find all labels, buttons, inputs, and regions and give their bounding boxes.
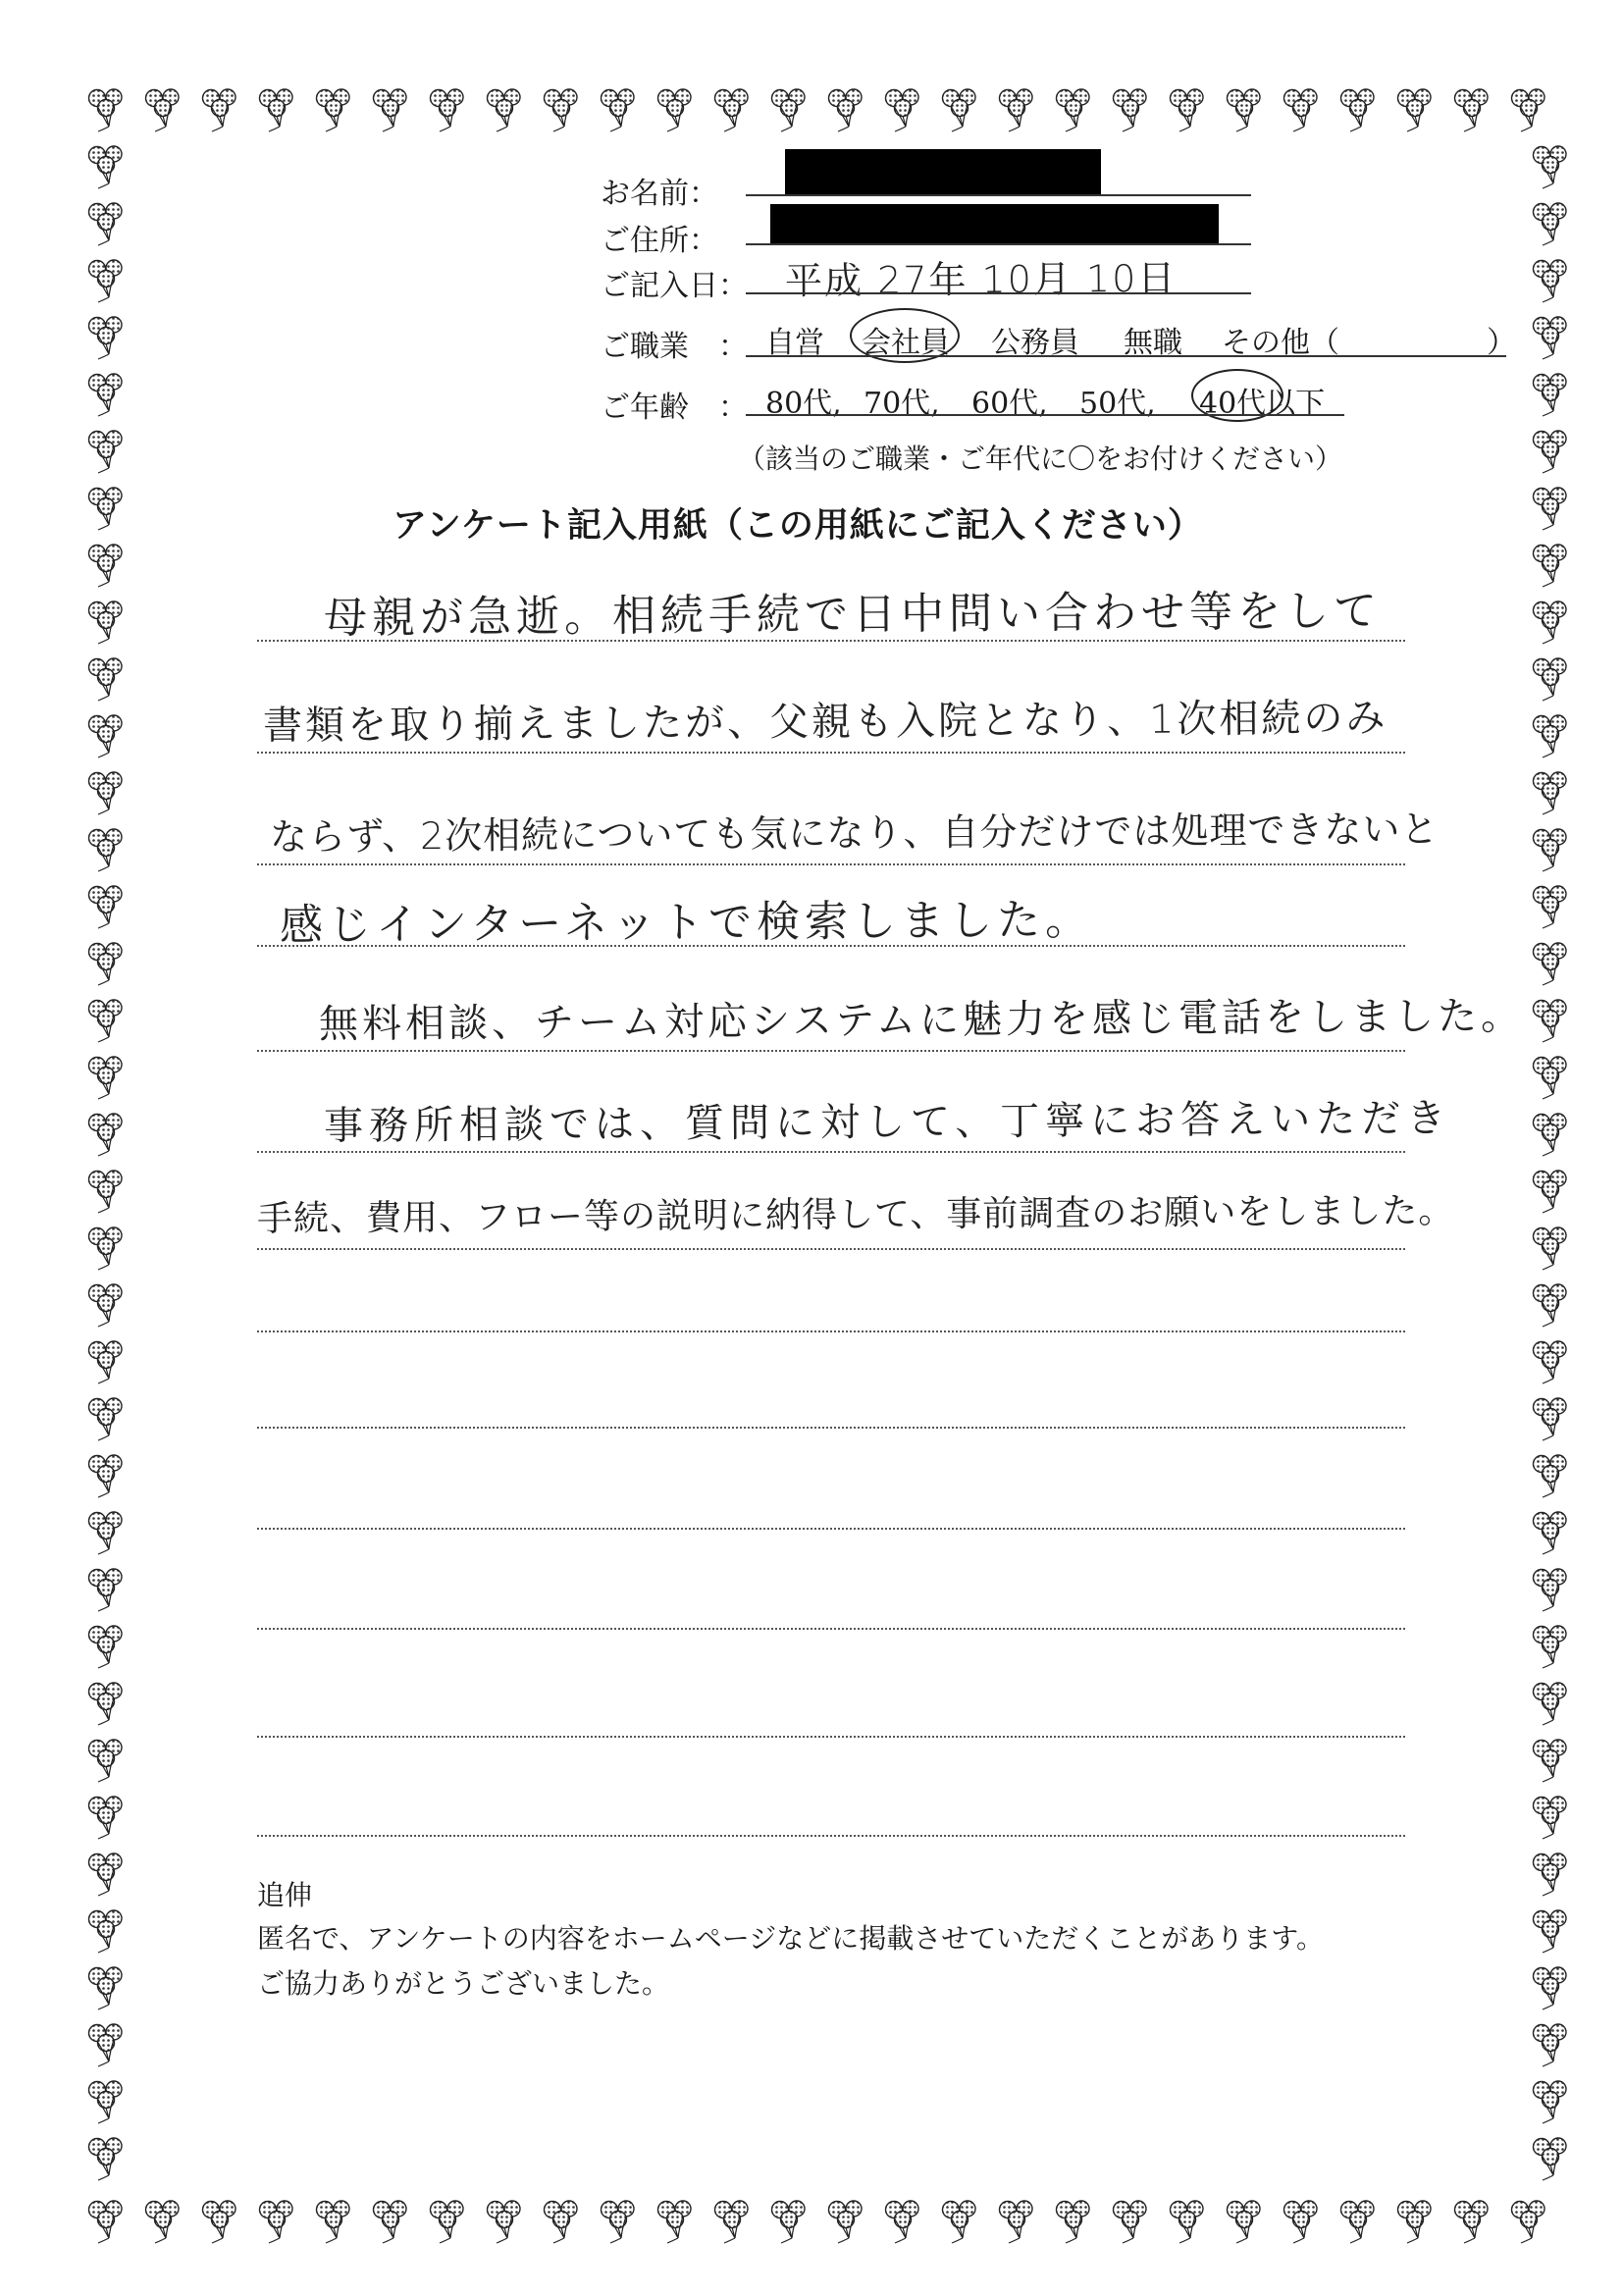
balloon-bunch-icon: [89, 1853, 123, 1896]
balloon-bunch-icon: [1284, 89, 1318, 131]
balloon-bunch-icon: [1057, 2201, 1090, 2243]
balloon-bunch-icon: [1398, 2201, 1432, 2243]
balloon-bunch-icon: [1534, 545, 1567, 587]
balloon-bunch-icon: [715, 89, 749, 131]
balloon-bunch-icon: [317, 2201, 350, 2243]
survey-answer-line: ならず、2次相続についても気になり、自分だけでは処理できないと: [269, 807, 1440, 860]
balloon-bunch-icon: [1534, 2024, 1567, 2066]
balloon-bunch-icon: [1512, 2201, 1545, 2243]
writing-line: [257, 1331, 1405, 1332]
name-label: お名前：: [601, 177, 718, 211]
balloon-bunch-icon: [89, 1455, 123, 1497]
balloon-bunch-icon: [203, 89, 236, 131]
balloon-bunch-icon: [89, 1284, 123, 1327]
balloon-bunch-icon: [1228, 89, 1261, 131]
writing-line: [257, 1835, 1405, 1837]
balloon-bunch-icon: [1534, 943, 1567, 985]
writing-line: [257, 1151, 1405, 1153]
balloon-bunch-icon: [1534, 1227, 1567, 1270]
writing-line: [257, 1248, 1405, 1250]
balloon-bunch-icon: [89, 1171, 123, 1213]
instruction-note: （該当のご職業・ご年代に〇をお付けください）: [738, 443, 1343, 475]
balloon-bunch-icon: [1228, 2201, 1261, 2243]
age-underline: [746, 414, 1344, 416]
balloon-bunch-icon: [89, 1000, 123, 1042]
balloon-bunch-icon: [1534, 1853, 1567, 1896]
writing-line: [257, 752, 1405, 754]
balloon-bunch-icon: [317, 89, 350, 131]
balloon-bunch-icon: [89, 1512, 123, 1554]
balloon-bunch-icon: [1341, 89, 1375, 131]
balloon-bunch-icon: [431, 89, 464, 131]
balloon-bunch-icon: [1534, 1740, 1567, 1782]
balloon-bunch-icon: [829, 89, 863, 131]
balloon-bunch-icon: [89, 1910, 123, 1953]
balloon-bunch-icon: [89, 1114, 123, 1156]
balloon-bunch-icon: [772, 89, 806, 131]
balloon-bunch-icon: [89, 1227, 123, 1270]
balloon-bunch-icon: [1534, 1114, 1567, 1156]
balloon-bunch-icon: [203, 2201, 236, 2243]
balloon-bunch-icon: [146, 2201, 180, 2243]
balloon-bunch-icon: [1512, 89, 1545, 131]
balloon-bunch-icon: [260, 2201, 293, 2243]
name-redaction: [785, 149, 1101, 194]
balloon-bunch-icon: [89, 886, 123, 928]
balloon-bunch-icon: [89, 1398, 123, 1440]
balloon-bunch-icon: [89, 1740, 123, 1782]
balloon-bunch-icon: [886, 89, 919, 131]
balloon-bunch-icon: [1114, 89, 1147, 131]
writing-line: [257, 1628, 1405, 1630]
balloon-bunch-icon: [545, 2201, 578, 2243]
age-option-40s-and-under[interactable]: 40代以下: [1199, 387, 1326, 421]
balloon-bunch-icon: [89, 146, 123, 188]
balloon-bunch-icon: [488, 2201, 521, 2243]
balloon-bunch-icon: [1534, 1683, 1567, 1725]
balloon-bunch-icon: [488, 89, 521, 131]
balloon-bunch-icon: [1534, 601, 1567, 644]
balloon-bunch-icon: [1534, 1171, 1567, 1213]
occupation-option-unemployed[interactable]: 無職: [1124, 326, 1182, 360]
balloon-bunch-icon: [1398, 89, 1432, 131]
survey-answer-line: 事務所相談では、質問に対して、丁寧にお答えいただき: [323, 1095, 1452, 1150]
balloon-bunch-icon: [1284, 2201, 1318, 2243]
balloon-bunch-icon: [89, 431, 123, 473]
balloon-bunch-icon: [1455, 2201, 1489, 2243]
balloon-bunch-icon: [1534, 1967, 1567, 2009]
age-option-50s[interactable]: 50代,: [1079, 387, 1156, 421]
balloon-bunch-icon: [1534, 886, 1567, 928]
balloon-bunch-icon: [146, 89, 180, 131]
survey-answer-line: 感じインターネットで検索しました。: [279, 895, 1094, 951]
balloon-bunch-icon: [89, 829, 123, 871]
balloon-bunch-icon: [374, 89, 407, 131]
balloon-bunch-icon: [1534, 1626, 1567, 1668]
occupation-underline: [746, 355, 1506, 357]
balloon-bunch-icon: [1534, 203, 1567, 245]
balloon-bunch-icon: [1534, 1569, 1567, 1611]
balloon-bunch-icon: [1534, 260, 1567, 302]
postscript-heading: 追伸: [257, 1879, 313, 1911]
age-label: ご年齢 ：: [601, 391, 748, 425]
balloon-bunch-icon: [1000, 89, 1033, 131]
balloon-bunch-icon: [772, 2201, 806, 2243]
balloon-bunch-icon: [89, 260, 123, 302]
balloon-bunch-icon: [89, 1057, 123, 1099]
balloon-bunch-icon: [431, 2201, 464, 2243]
balloon-bunch-icon: [1534, 1341, 1567, 1383]
occupation-option-self-employed[interactable]: 自営: [765, 326, 824, 360]
survey-answer-line: 書類を取り揃えましたが、父親も入院となり、1次相続のみ: [262, 695, 1388, 750]
balloon-bunch-icon: [1534, 1284, 1567, 1327]
balloon-bunch-icon: [89, 2081, 123, 2123]
balloon-bunch-icon: [1534, 1910, 1567, 1953]
balloon-bunch-icon: [374, 2201, 407, 2243]
balloon-bunch-icon: [1341, 2201, 1375, 2243]
balloon-bunch-icon: [89, 1341, 123, 1383]
address-label: ご住所：: [601, 224, 718, 258]
date-value: 平成 27年 10月 10日: [784, 256, 1178, 303]
balloon-bunch-icon: [1534, 488, 1567, 530]
balloon-bunch-icon: [89, 488, 123, 530]
balloon-bunch-icon: [943, 89, 976, 131]
balloon-bunch-icon: [886, 2201, 919, 2243]
writing-line: [257, 1528, 1405, 1530]
balloon-bunch-icon: [89, 1967, 123, 2009]
date-underline: [746, 292, 1251, 294]
balloon-bunch-icon: [89, 715, 123, 757]
balloon-bunch-icon: [1534, 829, 1567, 871]
balloon-bunch-icon: [89, 1797, 123, 1839]
name-underline: [746, 194, 1251, 196]
balloon-bunch-icon: [89, 2024, 123, 2066]
balloon-bunch-icon: [1534, 1398, 1567, 1440]
balloon-bunch-icon: [89, 203, 123, 245]
balloon-bunch-icon: [89, 89, 123, 131]
writing-line: [257, 1050, 1405, 1052]
balloon-bunch-icon: [89, 545, 123, 587]
balloon-bunch-icon: [1534, 2081, 1567, 2123]
balloon-bunch-icon: [658, 2201, 692, 2243]
balloon-bunch-icon: [1171, 2201, 1204, 2243]
writing-line: [257, 1736, 1405, 1738]
balloon-bunch-icon: [1534, 317, 1567, 359]
address-redaction: [770, 204, 1219, 243]
balloon-bunch-icon: [829, 2201, 863, 2243]
balloon-bunch-icon: [260, 89, 293, 131]
balloon-bunch-icon: [1534, 1000, 1567, 1042]
balloon-bunch-icon: [1534, 146, 1567, 188]
occupation-option-civil-servant[interactable]: 公務員: [991, 326, 1079, 360]
balloon-bunch-icon: [1534, 1512, 1567, 1554]
balloon-bunch-icon: [1114, 2201, 1147, 2243]
survey-answer-line: 無料相談、チーム対応システムに魅力を感じ電話をしました。: [318, 993, 1525, 1048]
balloon-bunch-icon: [658, 89, 692, 131]
balloon-bunch-icon: [602, 2201, 635, 2243]
writing-line: [257, 1427, 1405, 1429]
balloon-bunch-icon: [89, 1569, 123, 1611]
balloon-bunch-icon: [89, 601, 123, 644]
date-label: ご記入日：: [601, 269, 748, 303]
balloon-bunch-icon: [89, 2201, 123, 2243]
balloon-bunch-icon: [89, 1626, 123, 1668]
occupation-option-other[interactable]: その他（ ）: [1222, 326, 1516, 360]
balloon-bunch-icon: [89, 374, 123, 416]
survey-title: アンケート記入用紙（この用紙にご記入ください）: [393, 506, 1203, 546]
balloon-bunch-icon: [1534, 1455, 1567, 1497]
balloon-bunch-icon: [1534, 374, 1567, 416]
postscript-line-2: ご協力ありがとうございました。: [257, 1967, 670, 2000]
balloon-bunch-icon: [89, 317, 123, 359]
address-underline: [746, 243, 1251, 245]
occupation-option-company-employee[interactable]: 会社員: [862, 326, 950, 360]
balloon-bunch-icon: [1534, 2138, 1567, 2180]
balloon-bunch-icon: [1534, 1057, 1567, 1099]
balloon-bunch-icon: [1534, 715, 1567, 757]
balloon-bunch-icon: [715, 2201, 749, 2243]
balloon-bunch-icon: [1534, 1797, 1567, 1839]
balloon-bunch-icon: [1455, 89, 1489, 131]
age-option-80s[interactable]: 80代,: [765, 387, 842, 421]
balloon-bunch-icon: [602, 89, 635, 131]
age-option-60s[interactable]: 60代,: [971, 387, 1048, 421]
survey-answer-line: 手続、費用、フロー等の説明に納得して、事前調査のお願いをしました。: [256, 1190, 1455, 1240]
balloon-bunch-icon: [89, 943, 123, 985]
balloon-bunch-icon: [89, 772, 123, 814]
balloon-bunch-icon: [1171, 89, 1204, 131]
survey-answer-line: 母親が急逝。相続手続で日中問い合わせ等をして: [323, 586, 1383, 644]
balloon-bunch-icon: [943, 2201, 976, 2243]
balloon-bunch-icon: [89, 658, 123, 701]
balloon-bunch-icon: [1000, 2201, 1033, 2243]
occupation-label: ご職業 ：: [601, 330, 748, 364]
balloon-bunch-icon: [1057, 89, 1090, 131]
age-option-70s[interactable]: 70代,: [864, 387, 940, 421]
balloon-bunch-icon: [545, 89, 578, 131]
balloon-bunch-icon: [1534, 658, 1567, 701]
balloon-bunch-icon: [1534, 772, 1567, 814]
postscript-line-1: 匿名で、アンケートの内容をホームページなどに掲載させていただくことがあります。: [257, 1922, 1324, 1955]
balloon-bunch-icon: [89, 2138, 123, 2180]
writing-line: [257, 863, 1405, 865]
balloon-bunch-icon: [89, 1683, 123, 1725]
balloon-bunch-icon: [1534, 431, 1567, 473]
